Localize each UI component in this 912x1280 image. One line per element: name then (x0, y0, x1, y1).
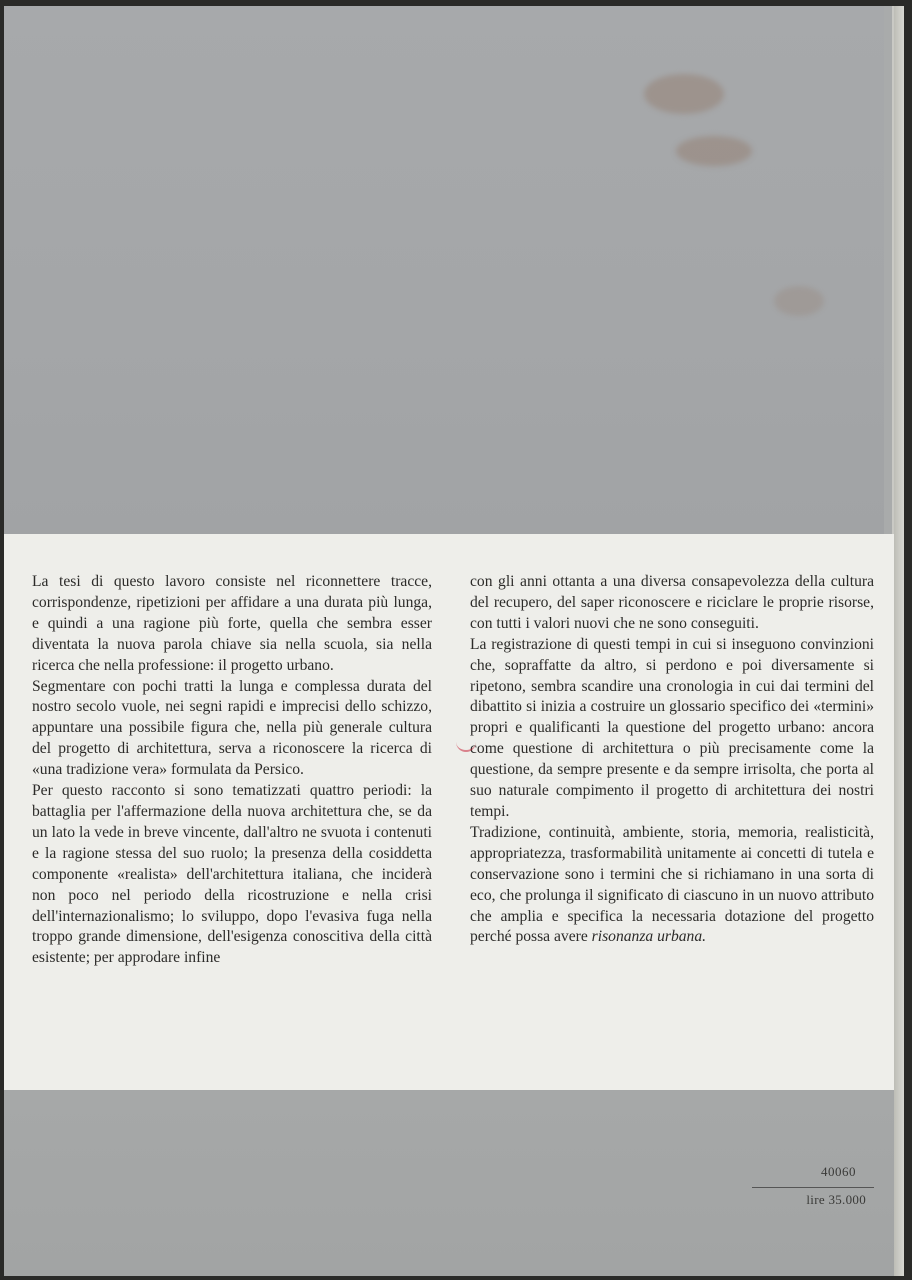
upper-gray-panel (4, 6, 884, 534)
stain-mark (774, 286, 824, 316)
blurb-text: Tradizione, continuità, ambiente, storia, memoria, realisticità, appropriatezza, trasformabilità unitamente ai concetti di tutela e conservazione sono i termini che si richiamano in una sorta di eco, che prolunga il significato di ciascuno in un nuovo attributo che amplia e specifica la necessaria dotazione del progetto perché possa avere (470, 823, 874, 946)
book-code: 40060 (821, 1164, 856, 1179)
blurb-paragraph: con gli anni ottanta a una diversa consapevolezza della cultura del recupero, del saper riconoscere e riciclare le proprie risorse, con tutti i valori nuovi che ne sono conseguiti. (470, 573, 874, 632)
blurb-paragraph: La tesi di questo lavoro consiste nel riconnettere tracce, corrispondenze, ripetizioni per affidare a una durata più lunga, e quindi a una ragione più forte, quella che sembra esser diventata la nuova parola chiave sia nella scuola, sia nella ricerca che nella professione: il progetto urbano. (32, 573, 432, 674)
stain-mark (676, 136, 752, 166)
blurb-left-column (32, 572, 432, 969)
blurb-right-column (470, 572, 874, 948)
stain-mark (644, 74, 724, 114)
blurb-paragraph: Per questo racconto si sono tematizzati quattro periodi: la battaglia per l'affermazione della nuova architettura che, se da un lato la vede in breve vincente, dall'altro ne svuota i contenuti e la ragione stessa del suo ruolo; la presenza della cosiddetta componente «realista» dell'architettura italiana, che inciderà non poco nel periodo della ricostruzione e nella crisi dell'internazionalismo; lo sviluppo, dopo l'evasiva fuga nella troppo grande dimensione, dell'esigenza conoscitiva della città esistente; per approdare infine (32, 782, 432, 967)
blurb-paragraph (470, 823, 874, 948)
blurb-paragraph: La registrazione di questi tempi in cui si inseguono convinzioni che, sopraffatte da altro, si perdono e poi diversamente si ripetono, sembra scandire una cronologia in cui dai termini del dibattito si inizia a costruire un glossario specifico dei «termini» propri e qualificanti la questione del progetto urbano: ancora come questione di architettura o più precisamente come la questione, da sempre presente e da sempre irrisolta, che porta al suo naturale compimento il progetto di architettura dei nostri tempi. (470, 635, 874, 820)
cover-edge (894, 6, 904, 1276)
book-price: lire 35.000 (806, 1192, 866, 1207)
lower-gray-panel (4, 1090, 894, 1276)
blurb-panel (4, 534, 894, 1090)
price-divider (752, 1187, 874, 1188)
blurb-paragraph: Segmentare con pochi tratti la lunga e complessa durata del nostro secolo vuole, nei segni rapidi e imprecisi dello schizzo, appuntare una possibile figura che, nella più generale cultura del progetto di architettura, serva a riconoscere la ricerca di «una tradizione vera» formulata da Persico. (32, 677, 432, 779)
blurb-italic-phrase: risonanza urbana. (591, 928, 707, 946)
